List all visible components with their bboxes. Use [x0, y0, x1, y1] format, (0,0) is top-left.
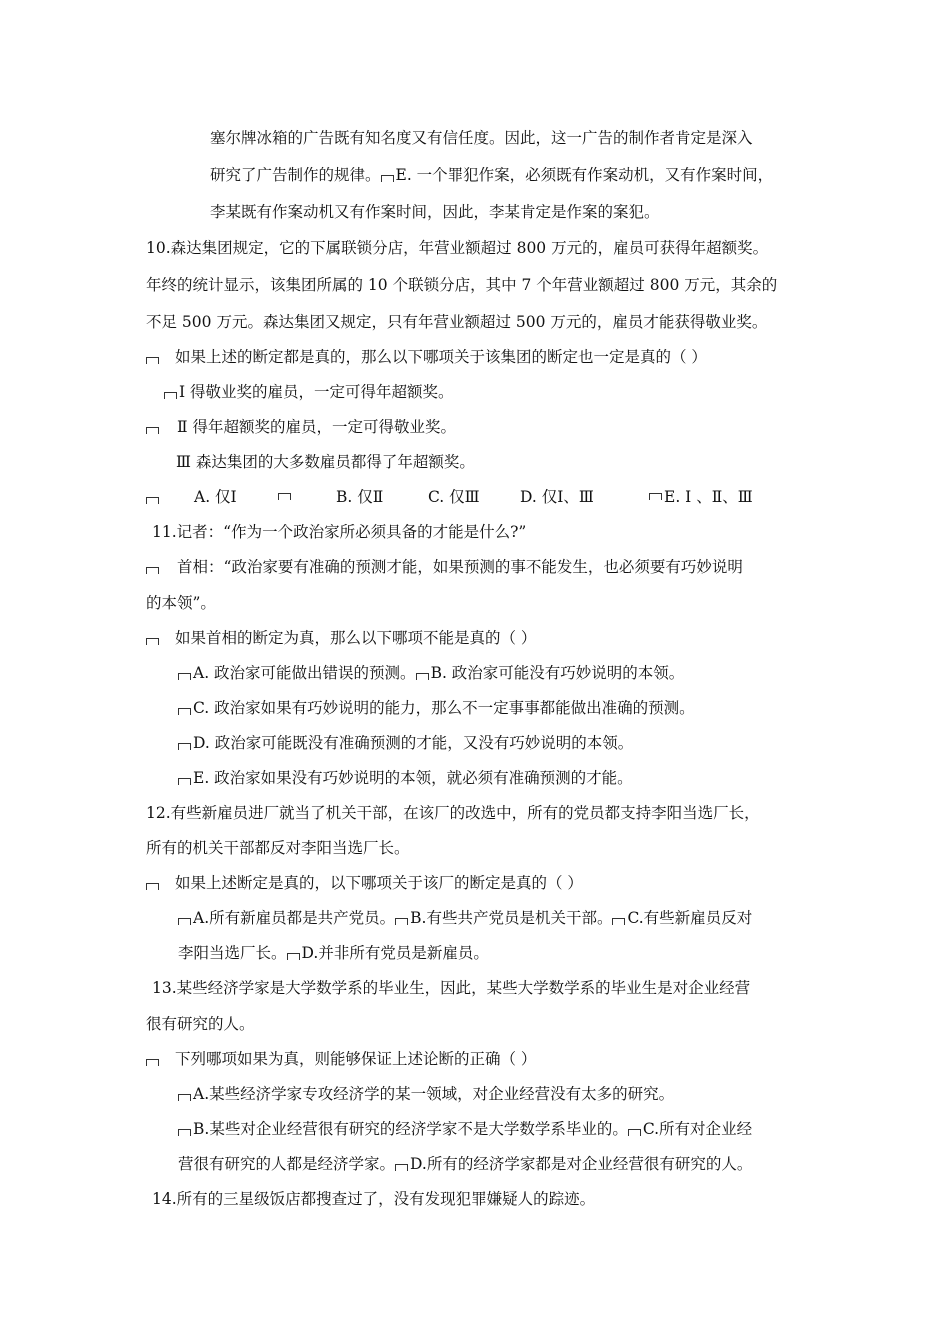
option-b: B.某些对企业经营很有研究的经济学家不是大学数学系毕业的。 — [193, 1120, 628, 1138]
text-line — [146, 1014, 255, 1034]
option-d: D. 仅Ⅰ、Ⅲ — [520, 488, 594, 506]
question-stem: 如果上述的断定都是真的，那么以下哪项关于该集团的断定也一定是真的（ ） — [175, 348, 707, 366]
text: 李某既有作案动机又有作案时间，因此，李某肯定是作案的案犯。 — [210, 203, 660, 221]
text-line — [178, 1119, 752, 1139]
text-line — [210, 202, 660, 222]
statement-i: Ⅰ 得敬业奖的雇员，一定可得年超额奖。 — [179, 383, 454, 401]
bracket-mark-icon — [146, 883, 159, 890]
text-line — [146, 312, 767, 332]
question-stem: 如果首相的断定为真，那么以下哪项不能是真的（ ） — [175, 629, 537, 647]
text: 10.森达集团规定，它的下属联锁分店，年营业额超过 800 万元的，雇员可获得年超额奖。 — [146, 239, 769, 257]
bracket-mark-icon — [178, 918, 191, 925]
text-line — [178, 1154, 752, 1174]
question-13 — [152, 978, 750, 998]
text-line — [146, 628, 536, 648]
bracket-mark-icon — [146, 427, 159, 434]
option-e: E. 一个罪犯作案，必须既有作案动机，又有作案时间， — [395, 166, 774, 184]
bracket-mark-icon — [649, 493, 662, 500]
option-a: A. 仅Ⅰ — [194, 488, 237, 506]
text: 很有研究的人。 — [146, 1015, 255, 1033]
bracket-mark-icon — [178, 778, 191, 785]
text-line — [178, 908, 752, 928]
bracket-mark-icon — [278, 493, 291, 500]
bracket-mark-icon — [178, 743, 191, 750]
text-line — [210, 128, 753, 148]
text: 研究了广告制作的规律。 — [210, 166, 381, 184]
option-c: C. 仅Ⅲ — [428, 488, 480, 506]
option-a: A.某些经济学家专攻经济学的某一领域，对企业经营没有太多的研究。 — [193, 1085, 675, 1103]
option-c: C.所有对企业经 — [642, 1120, 753, 1138]
question-stem: 如果上述断定是真的，以下哪项关于该厂的断定是真的（ ） — [175, 874, 583, 892]
option-e: E. 政治家如果没有巧妙说明的本领，就必须有准确预测的才能。 — [193, 769, 633, 787]
text: 11.记者：“作为一个政治家所必须具备的才能是什么?” — [152, 523, 527, 541]
bracket-mark-icon — [395, 918, 408, 925]
bracket-mark-icon — [164, 392, 177, 399]
text: 年终的统计显示，该集团所属的 10 个联锁分店，其中 7 个年营业额超过 800 万元，其余的 — [146, 276, 778, 294]
text: 营很有研究的人都是经济学家。 — [178, 1155, 396, 1173]
option-b: B.有些共产党员是机关干部。 — [410, 909, 613, 927]
text-line — [178, 663, 684, 683]
question-14 — [152, 1189, 595, 1209]
bracket-mark-icon — [146, 638, 159, 645]
question-12 — [146, 803, 760, 823]
text: 不足 500 万元。森达集团又规定，只有年营业额超过 500 万元的，雇员才能获得敬业奖。 — [146, 313, 768, 331]
text-line — [146, 417, 456, 437]
text: 13.某些经济学家是大学数学系的毕业生，因此，某些大学数学系的毕业生是对企业经营 — [152, 979, 751, 997]
text-line — [164, 382, 454, 402]
bracket-mark-icon — [178, 708, 191, 715]
bracket-mark-icon — [612, 918, 625, 925]
text-line — [146, 347, 707, 367]
text-line — [178, 1084, 674, 1104]
statement-iii: Ⅲ 森达集团的大多数雇员都得了年超额奖。 — [176, 453, 475, 471]
bracket-mark-icon — [178, 1094, 191, 1101]
bracket-mark-icon — [146, 357, 159, 364]
option-e: E. Ⅰ 、Ⅱ、Ⅲ — [664, 488, 753, 506]
bracket-mark-icon — [178, 673, 191, 680]
bracket-mark-icon — [287, 953, 300, 960]
option-c: C. 政治家如果有巧妙说明的能力，那么不一定事事都能做出准确的预测。 — [193, 699, 695, 717]
bracket-mark-icon — [381, 175, 394, 182]
option-d: D.所有的经济学家都是对企业经营很有研究的人。 — [410, 1155, 753, 1173]
text: 的本领”。 — [146, 594, 216, 612]
text: 12.有些新雇员进厂就当了机关干部，在该厂的改选中，所有的党员都支持李阳当选厂长， — [146, 804, 760, 822]
text-line — [146, 593, 216, 613]
text: 14.所有的三星级饭店都搜查过了，没有发现犯罪嫌疑人的踪迹。 — [152, 1190, 596, 1208]
text: 首相：“政治家要有准确的预测才能，如果预测的事不能发生，也必须要有巧妙说明 — [177, 558, 743, 576]
statement-ii: Ⅱ 得年超额奖的雇员，一定可得敬业奖。 — [177, 418, 456, 436]
text-line — [178, 768, 633, 788]
options-row — [146, 487, 786, 507]
text-line — [146, 1049, 536, 1069]
text-line — [146, 557, 743, 577]
bracket-mark-icon — [395, 1164, 408, 1171]
text-line — [146, 838, 410, 858]
question-10 — [146, 238, 768, 258]
text: 所有的机关干部都反对李阳当选厂长。 — [146, 839, 410, 857]
bracket-mark-icon — [628, 1129, 641, 1136]
question-stem: 下列哪项如果为真，则能够保证上述论断的正确（ ） — [175, 1050, 537, 1068]
option-a: A.所有新雇员都是共产党员。 — [193, 909, 396, 927]
bracket-mark-icon — [146, 1059, 159, 1066]
question-11 — [152, 522, 526, 542]
text-line — [178, 943, 489, 963]
bracket-mark-icon — [146, 567, 159, 574]
option-c: C.有些新雇员反对 — [627, 909, 753, 927]
text-line — [178, 698, 695, 718]
text-line — [178, 733, 633, 753]
option-d: D.并非所有党员是新雇员。 — [301, 944, 489, 962]
text: 塞尔牌冰箱的广告既有知名度又有信任度。因此，这一广告的制作者肯定是深入 — [210, 129, 753, 147]
text-line — [176, 452, 475, 472]
text-line — [210, 165, 773, 185]
text: 李阳当选厂长。 — [178, 944, 287, 962]
text-line — [146, 873, 583, 893]
option-a: A. 政治家可能做出错误的预测。 — [193, 664, 416, 682]
option-b: B. 政治家可能没有巧妙说明的本领。 — [430, 664, 685, 682]
bracket-mark-icon — [178, 1129, 191, 1136]
bracket-mark-icon — [416, 673, 429, 680]
text-line — [146, 275, 777, 295]
bracket-mark-icon — [146, 497, 159, 504]
option-d: D. 政治家可能既没有准确预测的才能，又没有巧妙说明的本领。 — [193, 734, 634, 752]
option-b: B. 仅Ⅱ — [336, 488, 384, 506]
